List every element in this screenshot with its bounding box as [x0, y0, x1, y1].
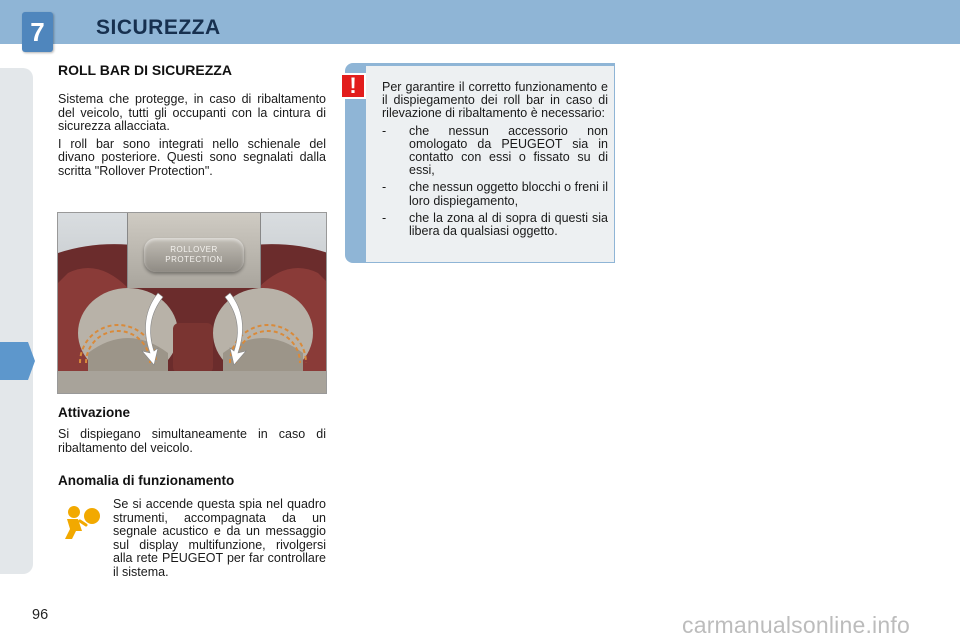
page-number: 96 [32, 607, 49, 623]
activation-block [58, 405, 326, 455]
warning-item-text: che la zona al di sopra di questi sia libera da qualsiasi oggetto. [409, 210, 608, 239]
section-block [58, 62, 326, 178]
list-dash: - [382, 210, 387, 225]
watermark: carmanualsonline.info [682, 612, 910, 638]
activation-title: Attivazione [58, 405, 131, 420]
chapter-title: SICUREZZA [96, 16, 221, 39]
airbag-warning-icon [62, 503, 102, 543]
rollover-protection-badge: ROLLOVER PROTECTION [144, 238, 244, 272]
warning-item [382, 125, 608, 178]
warning-exclamation-icon: ! [340, 73, 366, 99]
warning-item [382, 181, 608, 207]
intro-paragraph: Sistema che protegge, in caso di ribaltamento del veicolo, tutti gli occupanti con la cintura di sicurezza allacciata. [58, 92, 326, 133]
list-dash: - [382, 123, 387, 138]
integration-paragraph: I roll bar sono integrati nello schienale del divano posteriore. Questi sono segnalati dalla scritta "Rollover Protection". [58, 136, 326, 178]
warning-item-text: che nessun accessorio non omologato da PEUGEOT sia in contatto con essi o fissato su di essi, [409, 123, 608, 178]
malfunction-title: Anomalia di funzionamento [58, 473, 235, 488]
list-dash: - [382, 180, 387, 195]
activation-text: Si dispiegano simultaneamente in caso di ribaltamento del veicolo. [58, 427, 326, 455]
malfunction-block [58, 473, 326, 488]
side-strip [0, 68, 33, 574]
warning-item [382, 212, 608, 238]
warning-intro: Per garantire il corretto funzionamento e il dispiegamento dei roll bar in caso di rilevazione di ribaltamento è necessario: [382, 80, 608, 121]
chapter-number-tab[interactable]: 7 [22, 12, 53, 52]
warning-content [366, 66, 614, 262]
warning-item-text: che nessun oggetto blocchi o freni il loro dispiegamento, [409, 180, 608, 208]
chapter-marker[interactable] [0, 342, 35, 380]
section-title: ROLL BAR DI SICUREZZA [58, 62, 232, 78]
rollover-label-inset [127, 213, 261, 288]
malfunction-text: Se si accende questa spia nel quadro strumenti, accompagnata da un segnale acustico e da un messaggio sul display multifunzione, rivolgersi alla rete PEUGEOT per far controllare il sistema. [113, 497, 326, 579]
